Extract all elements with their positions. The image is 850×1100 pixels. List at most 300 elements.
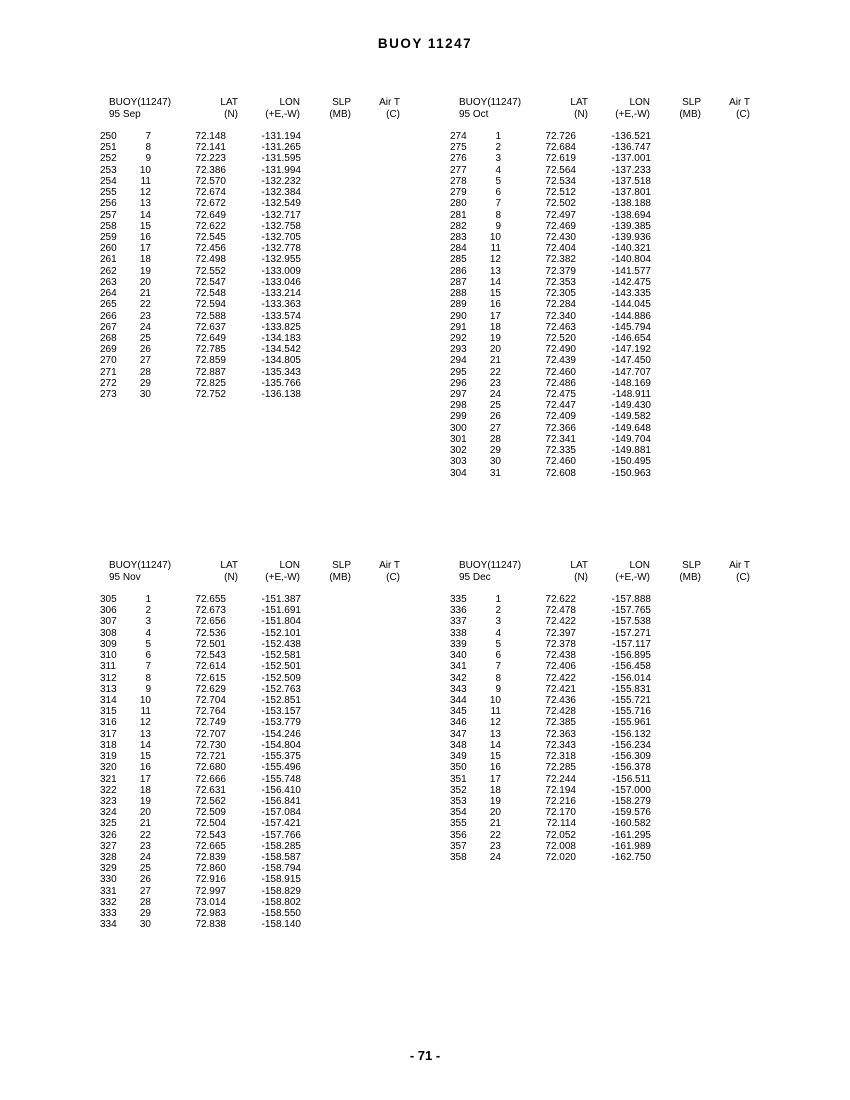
longitude-cell: -154.804 <box>261 739 301 751</box>
day-of-year-cell: 259 <box>100 231 117 243</box>
day-of-year-cell: 301 <box>450 433 467 445</box>
day-cell: 3 <box>145 616 151 628</box>
longitude-cell: -135.343 <box>261 366 301 378</box>
longitude-cell: -157.888 <box>611 594 651 605</box>
day-of-year-cell: 352 <box>450 784 467 796</box>
day-cell: 21 <box>489 355 501 367</box>
latitude-cell: 72.536 <box>195 627 226 639</box>
day-of-year-cell: 251 <box>100 142 117 154</box>
day-cell: 16 <box>489 299 501 311</box>
latitude-cell: 72.673 <box>195 605 226 617</box>
table-row <box>450 729 830 740</box>
day-cell: 24 <box>489 852 501 864</box>
latitude-cell: 72.490 <box>545 344 576 356</box>
day-cell: 13 <box>489 728 501 740</box>
latitude-cell: 72.785 <box>195 344 226 356</box>
longitude-cell: -158.829 <box>261 885 301 897</box>
day-cell: 5 <box>495 175 501 187</box>
table-row <box>100 695 480 706</box>
page-number: - 71 - <box>409 1048 441 1063</box>
longitude-cell: -157.084 <box>261 807 301 819</box>
longitude-cell: -155.831 <box>611 683 651 695</box>
table-row <box>100 378 480 389</box>
table-row <box>450 311 830 322</box>
latitude-cell: 72.430 <box>545 231 576 243</box>
day-of-year-cell: 309 <box>100 638 117 650</box>
day-cell: 28 <box>139 896 151 908</box>
table-row <box>450 187 830 198</box>
table-row <box>100 232 480 243</box>
data-rows <box>450 594 830 863</box>
table-row <box>450 673 830 684</box>
table-row <box>450 639 830 650</box>
latitude-cell: 72.409 <box>545 411 576 423</box>
day-of-year-cell: 330 <box>100 874 117 886</box>
longitude-cell: -134.542 <box>261 344 301 356</box>
table-row <box>100 605 480 616</box>
day-cell: 11 <box>140 706 151 718</box>
lat-unit-label: (N) <box>224 109 238 120</box>
day-cell: 2 <box>145 605 151 617</box>
day-of-year-cell: 284 <box>450 243 467 255</box>
day-of-year-cell: 315 <box>100 706 117 718</box>
lon-column-header: LON <box>629 560 650 571</box>
table-row <box>100 333 480 344</box>
day-cell: 8 <box>495 672 501 684</box>
latitude-cell: 72.501 <box>195 638 226 650</box>
day-cell: 18 <box>139 784 151 796</box>
day-of-year-cell: 288 <box>450 288 467 300</box>
day-cell: 13 <box>139 728 151 740</box>
lon-unit-label: (+E,-W) <box>615 572 650 583</box>
day-of-year-cell: 279 <box>450 187 467 199</box>
longitude-cell: -138.188 <box>611 198 651 210</box>
day-of-year-cell: 274 <box>450 131 467 142</box>
table-row <box>450 243 830 254</box>
table-row <box>100 706 480 717</box>
latitude-cell: 72.244 <box>545 773 576 785</box>
table-row <box>100 266 480 277</box>
table-row <box>450 605 830 616</box>
day-of-year-cell: 319 <box>100 751 117 763</box>
longitude-cell: -156.511 <box>612 773 651 785</box>
table-row <box>100 908 480 919</box>
latitude-cell: 72.285 <box>545 762 576 774</box>
day-of-year-cell: 262 <box>100 265 117 277</box>
longitude-cell: -156.378 <box>611 762 651 774</box>
table-row <box>450 389 830 400</box>
table-row <box>450 176 830 187</box>
airt-column-header: Air T <box>379 97 400 108</box>
day-cell: 28 <box>139 366 151 378</box>
longitude-cell: -151.804 <box>261 616 301 628</box>
day-cell: 15 <box>489 288 501 300</box>
day-of-year-cell: 340 <box>450 650 467 662</box>
latitude-cell: 72.438 <box>545 650 576 662</box>
longitude-cell: -159.576 <box>611 807 651 819</box>
latitude-cell: 72.721 <box>195 751 226 763</box>
longitude-cell: -156.458 <box>611 661 651 673</box>
longitude-cell: -136.521 <box>611 131 651 142</box>
day-cell: 16 <box>139 231 151 243</box>
day-of-year-cell: 339 <box>450 638 467 650</box>
longitude-cell: -145.794 <box>611 321 651 333</box>
table-row <box>450 299 830 310</box>
latitude-cell: 72.422 <box>545 616 576 628</box>
longitude-cell: -158.802 <box>261 896 301 908</box>
latitude-cell: 72.548 <box>195 288 226 300</box>
table-row <box>450 594 830 605</box>
day-cell: 18 <box>489 784 501 796</box>
longitude-cell: -157.000 <box>611 784 651 796</box>
latitude-cell: 72.859 <box>195 355 226 367</box>
longitude-cell: -149.704 <box>611 433 651 445</box>
day-of-year-cell: 306 <box>100 605 117 617</box>
latitude-cell: 72.547 <box>195 276 226 288</box>
day-cell: 14 <box>139 739 151 751</box>
latitude-cell: 72.552 <box>195 265 226 277</box>
latitude-cell: 72.460 <box>545 456 576 468</box>
day-of-year-cell: 264 <box>100 288 117 300</box>
longitude-cell: -157.117 <box>612 638 651 650</box>
day-cell: 4 <box>495 627 501 639</box>
day-cell: 9 <box>495 683 501 695</box>
table-row <box>450 423 830 434</box>
day-of-year-cell: 331 <box>100 885 117 897</box>
day-cell: 29 <box>139 377 151 389</box>
table-row <box>100 774 480 785</box>
day-cell: 4 <box>145 627 151 639</box>
longitude-cell: -149.881 <box>611 445 651 457</box>
day-of-year-cell: 293 <box>450 344 467 356</box>
day-cell: 26 <box>139 344 151 356</box>
table-row <box>450 468 830 479</box>
day-of-year-cell: 304 <box>450 467 467 479</box>
lat-column-header: LAT <box>220 560 238 571</box>
day-cell: 11 <box>490 706 501 718</box>
period-label: 95 Oct <box>459 109 489 120</box>
table-row <box>100 131 480 142</box>
data-rows <box>450 131 830 479</box>
table-row <box>100 165 480 176</box>
day-of-year-cell: 335 <box>450 594 467 605</box>
longitude-cell: -151.387 <box>261 594 301 605</box>
longitude-cell: -133.825 <box>261 321 301 333</box>
longitude-cell: -148.911 <box>612 389 651 401</box>
longitude-cell: -156.132 <box>611 728 651 740</box>
day-of-year-cell: 295 <box>450 366 467 378</box>
day-of-year-cell: 320 <box>100 762 117 774</box>
day-cell: 15 <box>489 751 501 763</box>
day-cell: 16 <box>139 762 151 774</box>
day-cell: 25 <box>139 863 151 875</box>
longitude-cell: -134.183 <box>261 332 301 344</box>
table-row <box>100 886 480 897</box>
day-of-year-cell: 292 <box>450 332 467 344</box>
slp-unit-label: (MB) <box>329 572 351 583</box>
table-row <box>450 210 830 221</box>
day-of-year-cell: 272 <box>100 377 117 389</box>
day-cell: 21 <box>139 288 151 300</box>
lon-unit-label: (+E,-W) <box>265 572 300 583</box>
latitude-cell: 72.680 <box>195 762 226 774</box>
period-label: 95 Dec <box>459 572 491 583</box>
table-row <box>100 852 480 863</box>
day-cell: 30 <box>489 456 501 468</box>
day-of-year-cell: 324 <box>100 807 117 819</box>
longitude-cell: -156.410 <box>261 784 301 796</box>
day-of-year-cell: 342 <box>450 672 467 684</box>
latitude-cell: 72.008 <box>545 840 576 852</box>
longitude-cell: -137.801 <box>611 187 651 199</box>
page-title: BUOY 11247 <box>377 36 473 51</box>
airt-unit-label: (C) <box>386 109 400 120</box>
longitude-cell: -131.595 <box>261 153 301 165</box>
longitude-cell: -156.234 <box>611 739 651 751</box>
day-cell: 21 <box>489 818 501 830</box>
day-of-year-cell: 278 <box>450 175 467 187</box>
table-row <box>100 874 480 885</box>
latitude-cell: 72.764 <box>195 706 226 718</box>
day-cell: 12 <box>489 717 501 729</box>
latitude-cell: 72.284 <box>545 299 576 311</box>
table-row <box>100 628 480 639</box>
latitude-cell: 72.382 <box>545 254 576 266</box>
longitude-cell: -161.989 <box>611 840 651 852</box>
latitude-cell: 72.637 <box>195 321 226 333</box>
table-row <box>450 221 830 232</box>
latitude-cell: 72.170 <box>545 807 576 819</box>
longitude-cell: -133.363 <box>261 299 301 311</box>
lat-column-header: LAT <box>570 97 588 108</box>
period-label: 95 Nov <box>109 572 141 583</box>
day-cell: 22 <box>139 299 151 311</box>
day-cell: 24 <box>139 321 151 333</box>
day-of-year-cell: 270 <box>100 355 117 367</box>
latitude-cell: 72.343 <box>545 739 576 751</box>
latitude-cell: 72.619 <box>545 153 576 165</box>
day-of-year-cell: 275 <box>450 142 467 154</box>
day-of-year-cell: 358 <box>450 852 467 864</box>
latitude-cell: 72.622 <box>545 594 576 605</box>
day-cell: 9 <box>145 153 151 165</box>
table-row <box>100 367 480 378</box>
latitude-cell: 72.318 <box>545 751 576 763</box>
day-of-year-cell: 355 <box>450 818 467 830</box>
day-cell: 10 <box>489 231 501 243</box>
table-row <box>450 661 830 672</box>
longitude-cell: -137.518 <box>611 175 651 187</box>
latitude-cell: 72.341 <box>545 433 576 445</box>
day-of-year-cell: 344 <box>450 694 467 706</box>
table-row <box>450 434 830 445</box>
airt-unit-label: (C) <box>736 572 750 583</box>
latitude-cell: 72.386 <box>195 164 226 176</box>
day-of-year-cell: 354 <box>450 807 467 819</box>
table-row <box>100 673 480 684</box>
day-cell: 22 <box>139 829 151 841</box>
slp-column-header: SLP <box>332 560 351 571</box>
longitude-cell: -133.009 <box>261 265 301 277</box>
latitude-cell: 72.478 <box>545 605 576 617</box>
table-row <box>450 616 830 627</box>
table-row <box>450 841 830 852</box>
table-row <box>100 198 480 209</box>
latitude-cell: 72.655 <box>195 594 226 605</box>
day-cell: 9 <box>495 220 501 232</box>
day-cell: 14 <box>489 739 501 751</box>
latitude-cell: 72.983 <box>195 908 226 920</box>
day-cell: 14 <box>489 276 501 288</box>
longitude-cell: -141.577 <box>611 265 651 277</box>
longitude-cell: -155.375 <box>261 751 301 763</box>
day-cell: 27 <box>139 885 151 897</box>
day-of-year-cell: 329 <box>100 863 117 875</box>
latitude-cell: 72.730 <box>195 739 226 751</box>
airt-unit-label: (C) <box>736 109 750 120</box>
longitude-cell: -160.582 <box>611 818 651 830</box>
latitude-cell: 72.839 <box>195 852 226 864</box>
day-of-year-cell: 328 <box>100 852 117 864</box>
day-of-year-cell: 261 <box>100 254 117 266</box>
day-cell: 26 <box>489 411 501 423</box>
latitude-cell: 72.223 <box>195 153 226 165</box>
latitude-cell: 72.460 <box>545 366 576 378</box>
table-row <box>100 616 480 627</box>
data-rows <box>100 131 480 400</box>
day-of-year-cell: 268 <box>100 332 117 344</box>
table-row <box>100 684 480 695</box>
longitude-cell: -136.747 <box>611 142 651 154</box>
table-row <box>100 210 480 221</box>
latitude-cell: 72.704 <box>195 694 226 706</box>
table-row <box>450 807 830 818</box>
longitude-cell: -162.750 <box>611 852 651 864</box>
day-of-year-cell: 327 <box>100 840 117 852</box>
day-of-year-cell: 341 <box>450 661 467 673</box>
longitude-cell: -132.549 <box>261 198 301 210</box>
latitude-cell: 72.020 <box>545 852 576 864</box>
airt-unit-label: (C) <box>386 572 400 583</box>
table-row <box>100 841 480 852</box>
longitude-cell: -139.385 <box>611 220 651 232</box>
longitude-cell: -155.721 <box>611 694 651 706</box>
day-of-year-cell: 311 <box>100 661 116 673</box>
day-of-year-cell: 303 <box>450 456 467 468</box>
data-rows <box>100 594 480 931</box>
table-row <box>450 695 830 706</box>
day-of-year-cell: 286 <box>450 265 467 277</box>
longitude-cell: -155.496 <box>261 762 301 774</box>
longitude-cell: -131.265 <box>261 142 301 154</box>
day-of-year-cell: 316 <box>100 717 117 729</box>
table-row <box>450 400 830 411</box>
day-of-year-cell: 333 <box>100 908 117 920</box>
longitude-cell: -149.648 <box>611 422 651 434</box>
table-row <box>100 818 480 829</box>
longitude-cell: -132.705 <box>261 231 301 243</box>
longitude-cell: -136.138 <box>261 389 301 401</box>
slp-unit-label: (MB) <box>679 109 701 120</box>
longitude-cell: -149.430 <box>611 400 651 412</box>
day-of-year-cell: 254 <box>100 175 117 187</box>
day-of-year-cell: 281 <box>450 209 467 221</box>
latitude-cell: 72.615 <box>195 672 226 684</box>
longitude-cell: -146.654 <box>611 332 651 344</box>
day-cell: 8 <box>145 672 151 684</box>
period-label: 95 Sep <box>109 109 141 120</box>
day-of-year-cell: 263 <box>100 276 117 288</box>
longitude-cell: -132.778 <box>261 243 301 255</box>
latitude-cell: 72.385 <box>545 717 576 729</box>
day-cell: 14 <box>139 209 151 221</box>
table-row <box>100 897 480 908</box>
table-row <box>450 774 830 785</box>
table-row <box>100 661 480 672</box>
table-row <box>450 796 830 807</box>
latitude-cell: 72.608 <box>545 467 576 479</box>
longitude-cell: -158.915 <box>261 874 301 886</box>
latitude-cell: 72.622 <box>195 220 226 232</box>
longitude-cell: -137.233 <box>611 164 651 176</box>
table-row <box>450 344 830 355</box>
day-of-year-cell: 271 <box>100 366 117 378</box>
day-of-year-cell: 343 <box>450 683 467 695</box>
table-row <box>100 796 480 807</box>
day-cell: 20 <box>489 807 501 819</box>
day-cell: 19 <box>139 795 151 807</box>
lon-column-header: LON <box>279 560 300 571</box>
table-row <box>450 142 830 153</box>
latitude-cell: 72.543 <box>195 650 226 662</box>
table-row <box>450 751 830 762</box>
lat-column-header: LAT <box>570 560 588 571</box>
longitude-cell: -144.886 <box>611 310 651 322</box>
table-row <box>100 344 480 355</box>
latitude-cell: 72.520 <box>545 332 576 344</box>
table-row <box>100 288 480 299</box>
day-of-year-cell: 287 <box>450 276 467 288</box>
day-of-year-cell: 348 <box>450 739 467 751</box>
latitude-cell: 72.665 <box>195 840 226 852</box>
day-of-year-cell: 345 <box>450 706 467 718</box>
day-cell: 27 <box>489 422 501 434</box>
day-of-year-cell: 317 <box>100 728 117 740</box>
slp-unit-label: (MB) <box>679 572 701 583</box>
day-cell: 22 <box>489 829 501 841</box>
day-of-year-cell: 291 <box>450 321 467 333</box>
table-row <box>450 411 830 422</box>
latitude-cell: 72.475 <box>545 389 576 401</box>
day-of-year-cell: 307 <box>100 616 117 628</box>
latitude-cell: 72.463 <box>545 321 576 333</box>
day-of-year-cell: 312 <box>100 672 117 684</box>
table-row <box>450 785 830 796</box>
day-cell: 6 <box>145 650 151 662</box>
lon-unit-label: (+E,-W) <box>265 109 300 120</box>
day-of-year-cell: 296 <box>450 377 467 389</box>
table-row <box>450 322 830 333</box>
table-row <box>100 299 480 310</box>
table-row <box>450 717 830 728</box>
day-of-year-cell: 353 <box>450 795 467 807</box>
day-cell: 24 <box>139 852 151 864</box>
table-row <box>100 311 480 322</box>
longitude-cell: -147.450 <box>611 355 651 367</box>
day-of-year-cell: 250 <box>100 131 117 142</box>
longitude-cell: -143.335 <box>611 288 651 300</box>
day-cell: 4 <box>495 164 501 176</box>
